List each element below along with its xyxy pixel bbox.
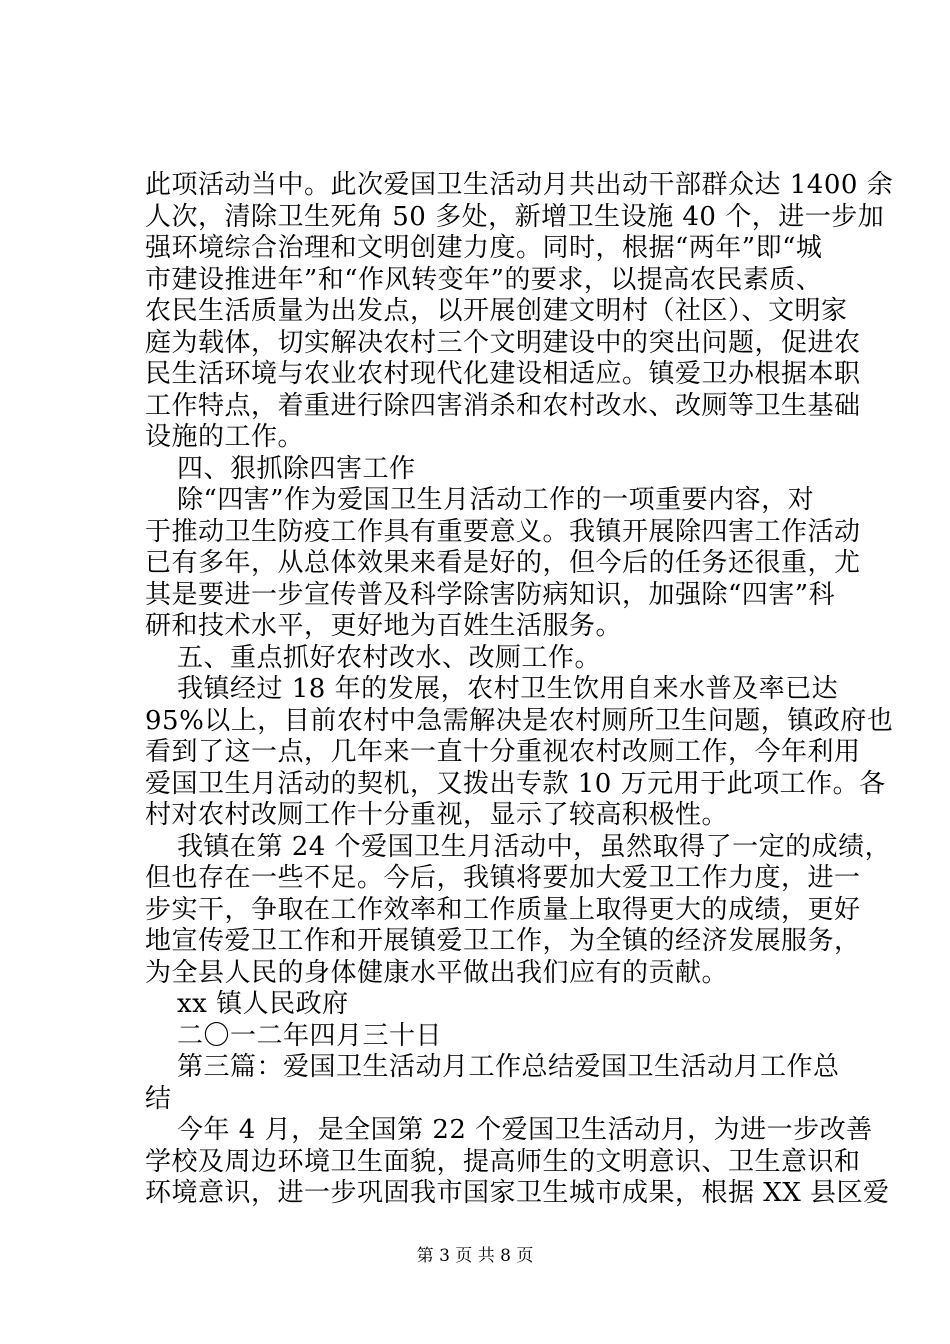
text-line-1: 此项活动当中。此次爱国卫生活动月共出动干部群众达 1400 余 bbox=[145, 170, 894, 200]
text-line-26: 为全县人民的身体健康水平做出我们应有的贡献。 bbox=[145, 958, 729, 988]
text-line-12: 于推动卫生防疫工作具有重要意义。我镇开展除四害工作活动 bbox=[145, 517, 861, 547]
text-line-7: 民生活环境与农业农村现代化建设相适应。镇爱卫办根据本职 bbox=[145, 359, 861, 389]
text-line-25: 地宣传爱卫工作和开展镇爱卫工作，为全镇的经济发展服务， bbox=[145, 926, 861, 956]
text-line-2: 人次，清除卫生死角 50 多处，新增卫生设施 40 个，进一步加 bbox=[145, 202, 885, 232]
text-line-20: 爱国卫生月活动的契机，又拨出专款 10 万元用于此项工作。各 bbox=[145, 769, 886, 799]
text-line-28: 二〇一二年四月三十日 bbox=[177, 1021, 443, 1051]
text-line-17: 我镇经过 18 年的发展，农村卫生饮用自来水普及率已达 bbox=[177, 674, 839, 704]
page-footer: 第 3 页 共 8 页 bbox=[416, 1246, 534, 1266]
text-line-24: 步实干，争取在工作效率和工作质量上取得更大的成绩，更好 bbox=[145, 895, 861, 925]
text-line-16: 五、重点抓好农村改水、改厕工作。 bbox=[177, 643, 602, 673]
text-line-21: 村对农村改厕工作十分重视，显示了较高积极性。 bbox=[145, 800, 729, 830]
text-line-3: 强环境综合治理和文明创建力度。同时，根据“两年”即“城 bbox=[145, 233, 823, 263]
text-line-18: 95%以上，目前农村中急需解决是农村厕所卫生问题，镇政府也 bbox=[145, 706, 894, 736]
text-line-23: 但也存在一些不足。今后，我镇将要加大爱卫工作力度，进一 bbox=[145, 863, 861, 893]
text-line-19: 看到了这一点，几年来一直十分重视农村改厕工作，今年利用 bbox=[145, 737, 861, 767]
text-line-33: 环境意识，进一步巩固我市国家卫生城市成果，根据 XX 县区爱 bbox=[145, 1178, 890, 1208]
text-line-22: 我镇在第 24 个爱国卫生月活动中，虽然取得了一定的成绩， bbox=[177, 832, 892, 862]
text-line-10: 四、狠抓除四害工作 bbox=[177, 454, 416, 484]
text-line-29: 第三篇：爱国卫生活动月工作总结爱国卫生活动月工作总 bbox=[177, 1052, 840, 1082]
text-line-6: 庭为载体，切实解决农村三个文明建设中的突出问题，促进农 bbox=[145, 328, 861, 358]
text-line-27: xx 镇人民政府 bbox=[177, 989, 349, 1019]
text-line-31: 今年 4 月，是全国第 22 个爱国卫生活动月，为进一步改善 bbox=[177, 1115, 873, 1145]
text-line-11: 除“四害”作为爱国卫生月活动工作的一项重要内容，对 bbox=[177, 485, 815, 515]
text-line-5: 农民生活质量为出发点，以开展创建文明村（社区）、文明家 bbox=[145, 296, 848, 326]
text-line-15: 研和技术水平，更好地为百姓生活服务。 bbox=[145, 611, 623, 641]
text-line-4: 市建设推进年”和“作风转变年”的要求，以提高农民素质、 bbox=[145, 265, 823, 295]
text-line-13: 已有多年，从总体效果来看是好的，但今后的任务还很重，尤 bbox=[145, 548, 861, 578]
text-line-14: 其是要进一步宣传普及科学除害防病知识，加强除“四害”科 bbox=[145, 580, 836, 610]
text-line-9: 设施的工作。 bbox=[145, 422, 305, 452]
text-line-32: 学校及周边环境卫生面貌，提高师生的文明意识、卫生意识和 bbox=[145, 1147, 861, 1177]
text-line-8: 工作特点，着重进行除四害消杀和农村改水、改厕等卫生基础 bbox=[145, 391, 861, 421]
text-line-30: 结 bbox=[145, 1084, 172, 1114]
